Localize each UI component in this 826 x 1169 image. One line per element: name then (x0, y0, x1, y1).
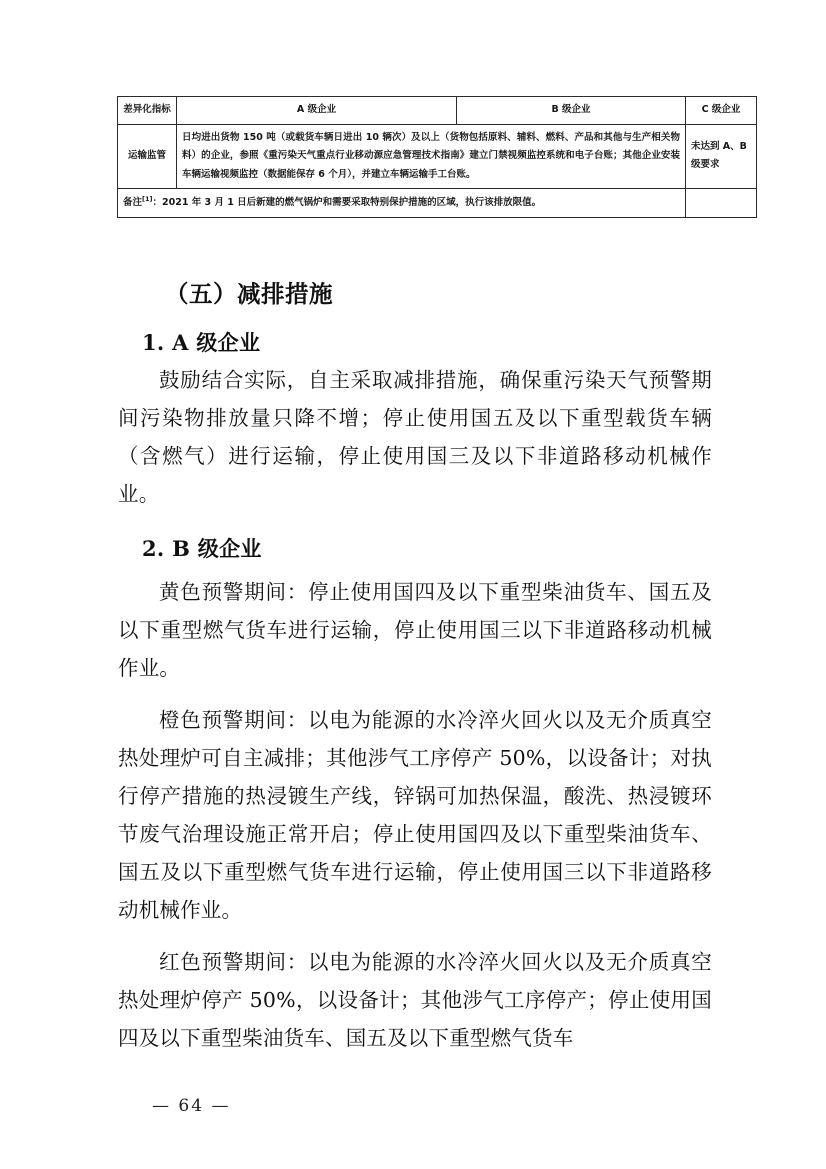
table-header-grade-c: C 级企业 (686, 97, 757, 125)
paragraph-yellow-alert: 黄色预警期间：停止使用国四及以下重型柴油货车、国五及以下重型燃气货车进行运输，停止使用国三以下非道路移动机械作业。 (118, 579, 712, 680)
page-body-content (118, 280, 712, 1057)
paragraph-orange-alert: 橙色预警期间：以电为能源的水冷淬火回火以及无介质真空热处理炉可自主减排；其他涉气工序停产 50%，以设备计；对执行停产措施的热浸镀生产线，锌锅可加热保温，酸洗、热浸镀环节废气治理设施正常开启；停止使用国四及以下重型柴油货车、国五及以下重型燃气货车进行运输，停止使用国三以下非道路移动机械作业。 (118, 707, 712, 922)
table-note-mark: [1] (142, 195, 153, 204)
subsection-heading-grade-b: 2. B 级企业 (142, 535, 262, 561)
section-heading-emission-reduction: （五）减排措施 (165, 280, 333, 308)
table-cell-grade-c-requirement: 未达到 A、B 级要求 (686, 124, 757, 189)
table-header-row (118, 97, 757, 125)
specification-table-container (117, 96, 747, 218)
paragraph-red-alert: 红色预警期间：以电为能源的水冷淬火回火以及无介质真空热处理炉停产 50%，以设备计；其他涉气工序停产；停止使用国四及以下重型柴油货车、国五及以下重型燃气货车 (118, 949, 712, 1050)
subsection-heading-grade-a: 1. A 级企业 (142, 329, 261, 355)
table-cell-grade-ab-requirement: 日均进出货物 150 吨（或载货车辆日进出 10 辆次）及以上（货物包括原料、辅料、燃料、产品和其他与生产相关物料）的企业，参照《重污染天气重点行业移动源应急管理技术指南》建立门禁视频监控系统和电子台账；其他企业安装车辆运输视频监控（数据能保存 6 个月），并建立车辆运输手工台账。 (177, 124, 686, 189)
table-header-grade-a: A 级企业 (177, 97, 457, 125)
specification-table (117, 96, 757, 218)
table-header-grade-b: B 级企业 (457, 97, 686, 125)
table-note-empty-cell (686, 189, 757, 218)
table-note-label: 备注 (123, 197, 143, 209)
table-header-index: 差异化指标 (118, 97, 177, 125)
table-cell-indicator-name: 运输监管 (118, 124, 177, 189)
table-row (118, 124, 757, 189)
table-note-cell (118, 189, 686, 218)
table-note-row (118, 189, 757, 218)
page-number: — 64 — (152, 1096, 231, 1116)
table-note-text: ：2021 年 3 月 1 日后新建的燃气锅炉和需要采取特别保护措施的区域，执行该排放限值。 (152, 197, 542, 209)
paragraph-grade-a-measures: 鼓励结合实际，自主采取减排措施，确保重污染天气预警期间污染物排放量只降不增；停止使用国五及以下重型载货车辆（含燃气）进行运输，停止使用国三及以下非道路移动机械作业。 (118, 367, 712, 506)
